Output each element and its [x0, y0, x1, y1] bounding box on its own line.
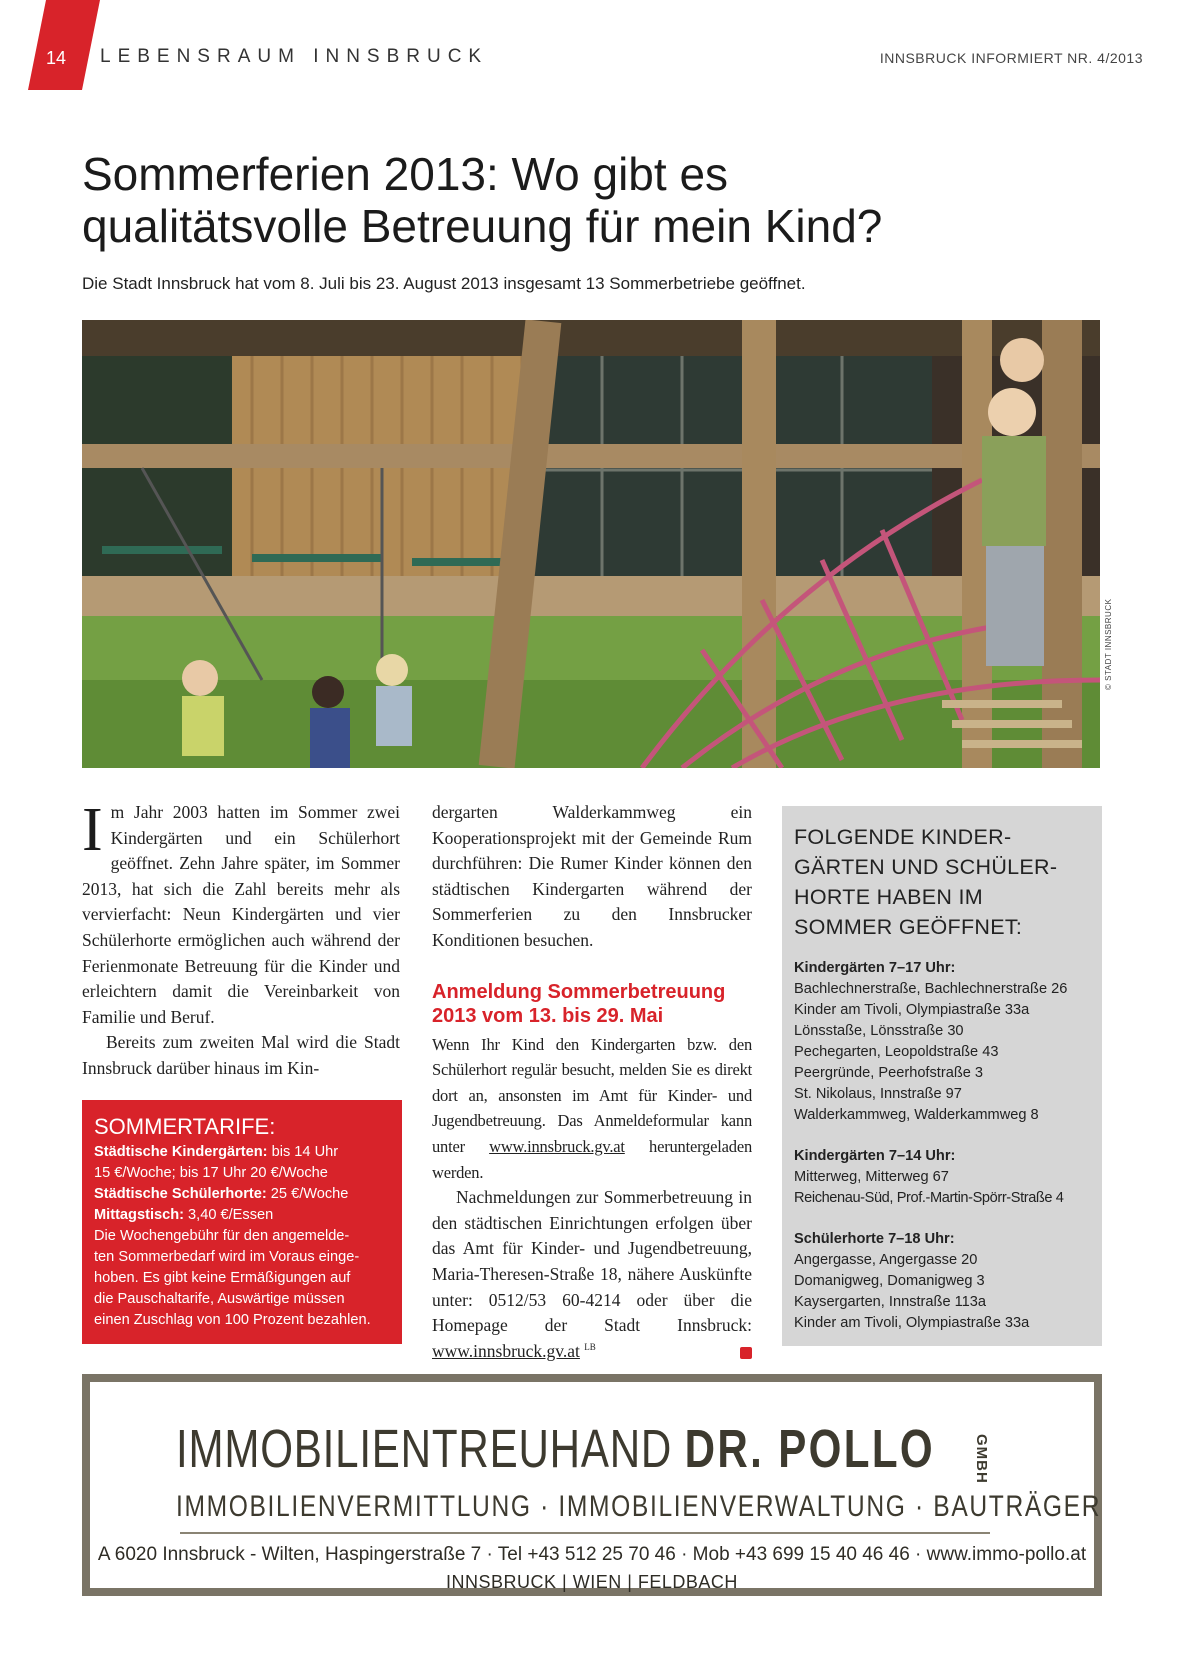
playground-photo [82, 320, 1100, 768]
tariff-line [94, 1142, 390, 1163]
ad-contact: A 6020 Innsbruck - Wilten, Haspingerstraße 7 · Tel +43 512 25 70 46 · Mob +43 699 15 40 46 46 · www.immo-pollo.at [97, 1544, 1087, 1565]
title-line: SOMMER GEÖFFNET: [794, 915, 1023, 939]
ad-divider [180, 1532, 990, 1534]
paragraph-text: Nachmeldungen zur Sommerbetreuung in den städtischen Einrichtungen erfolgen über das Amt für Kinder- und Jugendbetreuung, Maria-Theresen-Straße 18, nähere Auskünfte unter: 0512/53 60-4214 oder über die Homepage der Stadt Innsbruck: [432, 1187, 752, 1336]
facility-item: Bachlechnerstraße, Bachlechnerstraße 26 [794, 981, 1068, 997]
article-paragraph [432, 1185, 752, 1364]
tariff-value: bis 14 Uhr [267, 1144, 339, 1160]
facility-group-heading: Kindergärten 7–14 Uhr: [794, 1148, 956, 1164]
facility-item: Kinder am Tivoli, Olympiastraße 33a [794, 1315, 1030, 1331]
facility-group [794, 958, 1090, 1126]
author-initials: LB [584, 1341, 596, 1352]
headline-line-2: qualitätsvolle Betreuung für mein Kind? [82, 200, 883, 252]
facility-group [794, 1229, 1090, 1334]
article-paragraph: Bereits zum zweiten Mal wird die Stadt Innsbruck darüber hinaus im Kin- [82, 1032, 400, 1078]
tariff-label: Städtische Schülerhorte: [94, 1186, 267, 1202]
open-facilities-title [794, 822, 1090, 942]
tariff-note: hoben. Es gibt keine Ermäßigungen auf [94, 1270, 351, 1286]
tariff-note: ten Sommerbedarf wird im Voraus einge- [94, 1249, 360, 1265]
website-link[interactable]: www.innsbruck.gv.at [432, 1340, 580, 1361]
paragraph-text: heruntergeladen werden. [432, 1136, 752, 1182]
issue-info: INNSBRUCK INFORMIERT NR. 4/2013 [879, 50, 1143, 66]
tariff-note: die Pauschaltarife, Auswärtige müssen [94, 1291, 345, 1307]
facility-group [794, 1146, 1090, 1209]
tariff-label: Mittagstisch: [94, 1207, 184, 1223]
article-paragraph [82, 796, 400, 1030]
ad-services: IMMOBILIENVERMITTLUNG · IMMOBILIENVERWALTUNG · BAUTRÄGER [176, 1490, 1102, 1523]
title-line: FOLGENDE KINDER- [794, 825, 1012, 849]
advertisement [82, 1374, 1102, 1596]
article-column-2 [432, 800, 752, 1364]
open-facilities-box [782, 806, 1102, 1346]
article-paragraph [432, 1032, 752, 1186]
website-link[interactable]: www.innsbruck.gv.at [489, 1136, 625, 1156]
tariff-value: 25 €/Woche [266, 1186, 349, 1202]
facility-item: St. Nikolaus, Innstraße 97 [794, 1086, 962, 1102]
end-of-article-mark [740, 1347, 752, 1359]
ad-cities: INNSBRUCK | WIEN | FELDBACH [446, 1572, 738, 1592]
facility-item: Angergasse, Angergasse 20 [794, 1252, 978, 1268]
facility-item: Kaysergarten, Innstraße 113a [794, 1294, 986, 1310]
tariff-label: Städtische Kindergärten: [94, 1144, 268, 1160]
article-headline [82, 148, 1102, 252]
tariff-line [94, 1205, 390, 1226]
facility-group-heading: Kindergärten 7–17 Uhr: [794, 960, 956, 976]
tariff-box [82, 1100, 402, 1344]
facility-item: Peergründe, Peerhofstraße 3 [794, 1065, 984, 1081]
headline-line-1: Sommerferien 2013: Wo gibt es [82, 148, 729, 200]
page-number: 14 [46, 48, 67, 68]
article-column-1 [82, 796, 400, 1082]
ad-brand-name [176, 1418, 935, 1480]
registration-subhead: Anmeldung Sommerbetreuung 2013 vom 13. bis 29. Mai [432, 980, 726, 1027]
facility-item: Mitterweg, Mitterweg 67 [794, 1169, 949, 1185]
page-tab-shape [28, 0, 100, 90]
tariff-note: einen Zuschlag von 100 Prozent bezahlen. [94, 1312, 371, 1328]
facility-item: Domanigweg, Domanigweg 3 [794, 1273, 985, 1289]
tariff-note: Die Wochengebühr für den angemelde- [94, 1228, 350, 1244]
brand-light: IMMOBILIENTREUHAND [176, 1419, 673, 1479]
brand-bold: DR. POLLO [684, 1419, 935, 1479]
facility-group-heading: Schülerhorte 7–18 Uhr: [794, 1231, 955, 1247]
ad-gmbh: GMBH [973, 1434, 990, 1484]
paragraph-text: m Jahr 2003 hatten im Sommer zwei Kindergärten und ein Schülerhort geöffnet. Zehn Jahre später, im Sommer 2013, hat sich die Zahl bereits mehr als vervierfacht: Neun Kindergärten und vier Schülerhorte ermöglichen auch während der Ferienmonate Betreuung für die Kinder und erleichtern damit die Vereinbarkeit von Familie und Beruf. [82, 802, 400, 1027]
tariff-value: 3,40 €/Essen [184, 1207, 274, 1223]
facility-item: Walderkammweg, Walderkammweg 8 [794, 1107, 1039, 1123]
title-line: HORTE HABEN IM [794, 885, 983, 909]
title-line: GÄRTEN UND SCHÜLER- [794, 855, 1058, 879]
article-paragraph: dergarten Walderkammweg ein Kooperationsprojekt mit der Gemeinde Rum durchführen: Die Rumer Kinder können den städtischen Kindergarten während der Sommerferien zu den Innsbrucker Konditionen besuchen. [432, 802, 752, 950]
facility-item: Lönsstaße, Lönsstraße 30 [794, 1023, 964, 1039]
photo-credit: © STADT INNSBRUCK [1104, 598, 1113, 690]
drop-cap: I [82, 796, 103, 864]
tariff-line [94, 1184, 390, 1205]
facility-item: Reichenau-Süd, Prof.-Martin-Spörr-Straße 4 [794, 1190, 1064, 1206]
facility-item: Kinder am Tivoli, Olympiastraße 33a [794, 1002, 1030, 1018]
tariff-title: SOMMERTARIFE: [94, 1114, 276, 1139]
section-title: LEBENSRAUM INNSBRUCK [100, 46, 489, 67]
facility-item: Pechegarten, Leopoldstraße 43 [794, 1044, 999, 1060]
article-subline: Die Stadt Innsbruck hat vom 8. Juli bis 23. August 2013 insgesamt 13 Sommerbetriebe geöffnet. [82, 274, 806, 293]
paragraph-text: Wenn Ihr Kind den Kindergarten bzw. den Schülerhort regulär besucht, melden Sie es direkt dort an, ansonsten im Amt für Kinder- und Jugendbetreuung. Das Anmeldeformular kann unter [432, 1034, 752, 1156]
tariff-line: 15 €/Woche; bis 17 Uhr 20 €/Woche [94, 1165, 328, 1181]
